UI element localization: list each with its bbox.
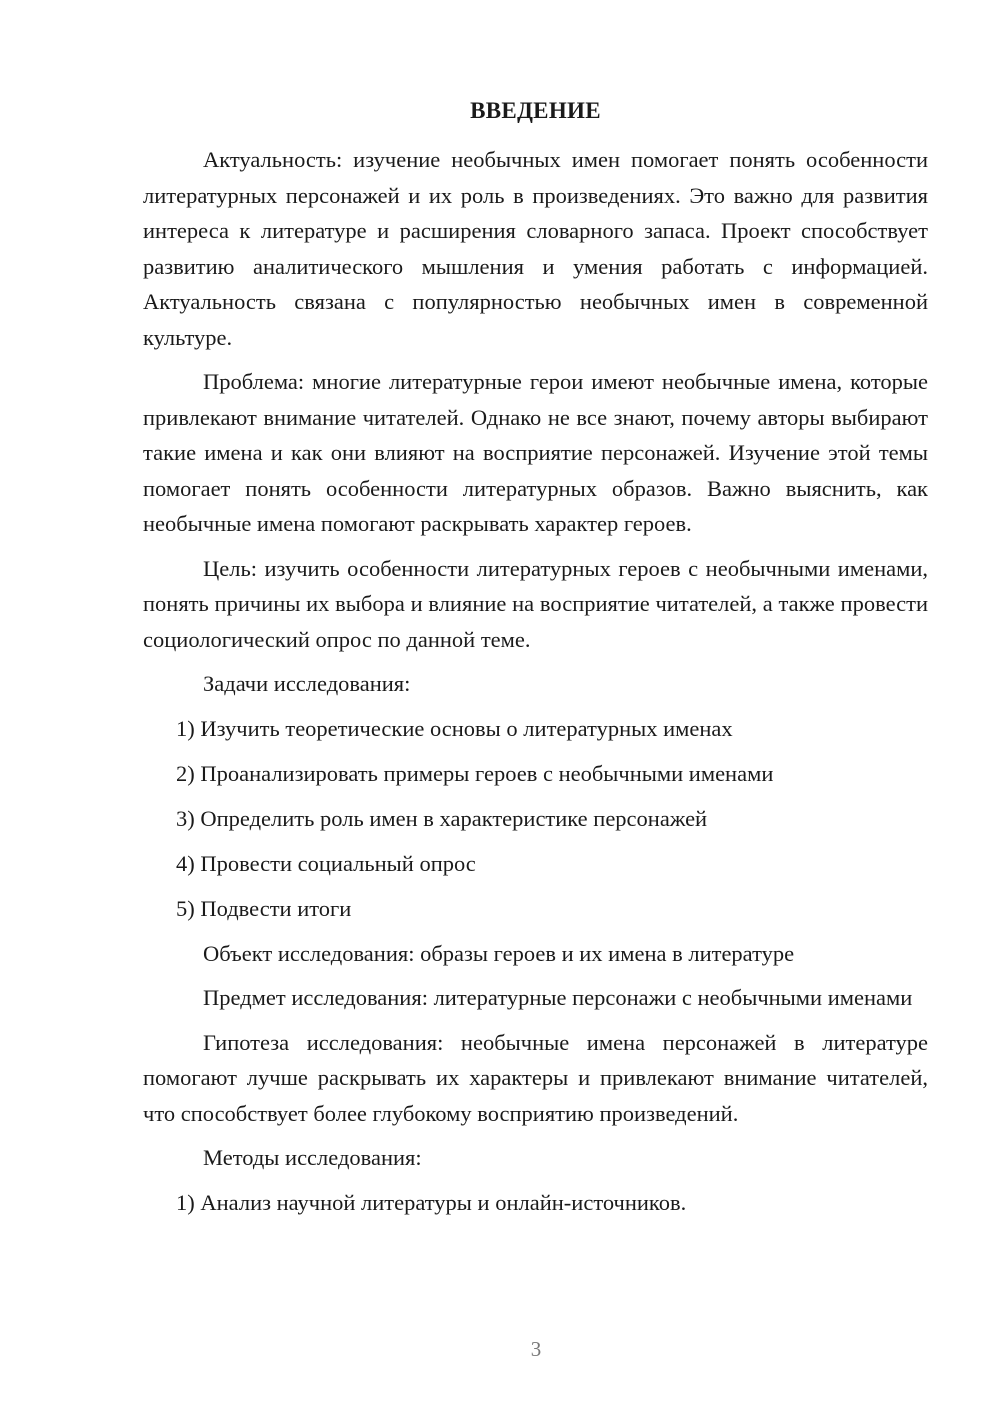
paragraph-hypothesis: Гипотеза исследования: необычные имена персонажей в литературе помогают лучше раскрывать их характеры и привлекают внимание читателей, что способствует более глубокому восприятию произведений. [143, 1029, 928, 1126]
paragraph-subject: Предмет исследования: литературные персонажи с необычными именами [203, 985, 913, 1010]
document-body [143, 142, 928, 1230]
task-item-3: 3) Определить роль имен в характеристике персонажей [176, 805, 708, 831]
section-heading: ВВЕДЕНИЕ [470, 98, 601, 123]
page-number: 3 [530, 1337, 542, 1361]
methods-title: Методы исследования: [203, 1145, 422, 1170]
task-item-2: 2) Проанализировать примеры героев с необычными именами [176, 760, 774, 786]
method-item-1: 1) Анализ научной литературы и онлайн-источников. [176, 1189, 687, 1215]
paragraph-relevance: Актуальность: изучение необычных имен помогает понять особенности литературных персонажей и их роль в произведениях. Это важно для развития интереса к литературе и расширения словарного запаса. Проект способствует развитию аналитического мышления и умения работать с информацией. Актуальность связана с популярностью необычных имен в современной культуре. [143, 147, 928, 350]
paragraph-goal: Цель: изучить особенности литературных героев с необычными именами, понять причины их выбора и влияние на восприятие читателей, а также провести социологический опрос по данной теме. [143, 555, 928, 652]
task-item-4: 4) Провести социальный опрос [176, 850, 476, 876]
task-item-1: 1) Изучить теоретические основы о литературных именах [176, 715, 733, 741]
paragraph-object: Объект исследования: образы героев и их имена в литературе [203, 940, 795, 966]
paragraph-problem: Проблема: многие литературные герои имеют необычные имена, которые привлекают внимание читателей. Однако не все знают, почему авторы выбирают такие имена и как они влияют на восприятие персонажей. Изучение этой темы помогает понять особенности литературных образов. Важно выяснить, как необычные имена помогают раскрывать характер героев. [143, 369, 928, 536]
task-item-5: 5) Подвести итоги [176, 895, 352, 921]
tasks-title: Задачи исследования: [203, 671, 411, 696]
